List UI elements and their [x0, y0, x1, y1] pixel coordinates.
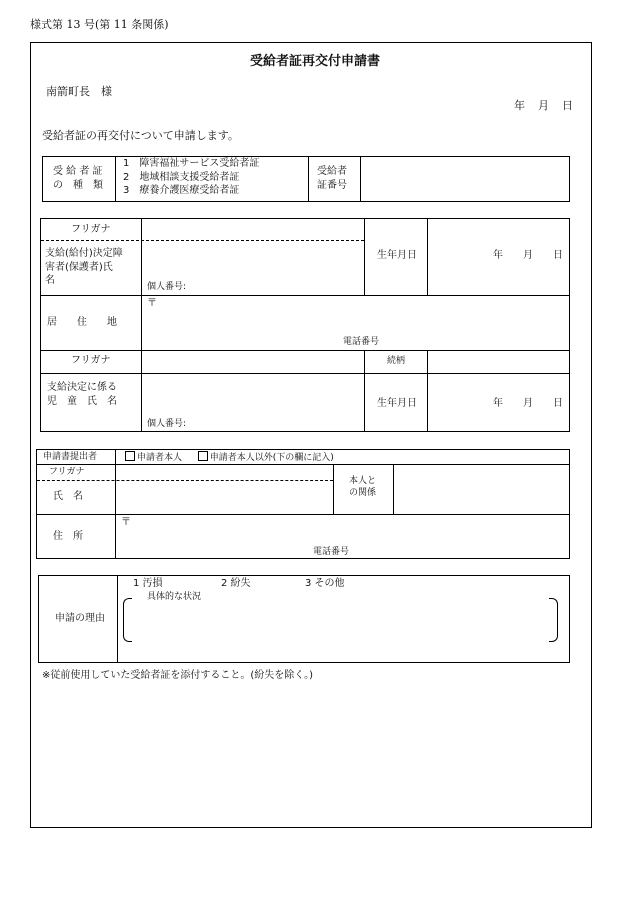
- detail-bracket-right: [549, 598, 558, 642]
- recipient-name-label: 支給(給付)決定障 害者(保護者)氏 名: [45, 248, 123, 286]
- submitter-table: [36, 449, 570, 559]
- furigana-label: フリガナ: [49, 467, 85, 477]
- certificate-type-options[interactable]: [123, 157, 259, 198]
- individual-number-label: 個人番号:: [147, 419, 187, 429]
- reason-table: [38, 575, 570, 663]
- furigana-label: フリガナ: [71, 224, 111, 235]
- certificate-option[interactable]: 1 障害福祉サービス受給者証: [123, 158, 260, 169]
- submitter-name-field[interactable]: [116, 481, 333, 514]
- submitter-label: 申請書提出者: [43, 452, 98, 462]
- child-name-field[interactable]: [142, 375, 364, 415]
- phone-label: 電話番号: [313, 547, 350, 557]
- certificate-option[interactable]: 2 地域相談支援受給者証: [123, 171, 240, 183]
- birthdate-value[interactable]: 年 月 日: [493, 398, 563, 409]
- reason-label: 申請の理由: [55, 613, 105, 624]
- reason-option[interactable]: 3 その他: [305, 578, 345, 589]
- birthdate-label: 生年月日: [377, 250, 417, 261]
- individual-number-label: 個人番号:: [147, 282, 187, 292]
- birthdate-label: 生年月日: [377, 398, 417, 409]
- detail-bracket-left: [123, 598, 132, 642]
- birthdate-value[interactable]: 年 月 日: [493, 250, 563, 261]
- residence-field[interactable]: [142, 309, 569, 337]
- phone-label: 電話番号: [343, 337, 380, 347]
- certificate-type-table: [42, 156, 570, 202]
- application-date[interactable]: 年 月 日: [514, 99, 574, 112]
- relation-field[interactable]: [394, 465, 569, 514]
- option-self[interactable]: 申請者本人: [137, 453, 183, 463]
- child-name-label: 支給決定に係る 児 童 氏 名: [47, 382, 117, 407]
- addressee: 南箭町長 様: [46, 85, 112, 98]
- option-other[interactable]: 申請者本人以外(下の欄に記入): [209, 453, 334, 463]
- checkbox[interactable]: [198, 451, 208, 461]
- detail-label: 具体的な状況: [147, 592, 202, 602]
- submitter-name-label: 氏 名: [53, 491, 83, 502]
- attachment-note: ※従前使用していた受給者証を添付すること。(紛失を除く。): [42, 670, 313, 681]
- detail-field[interactable]: [135, 606, 545, 638]
- recipient-table: [40, 218, 570, 432]
- certificate-option[interactable]: 3 療養介護医療受給者証: [123, 185, 240, 196]
- form-title: 受給者証再交付申請書: [249, 54, 380, 69]
- relation-label: 本人と の関係: [349, 476, 377, 499]
- relation-label: 続柄: [387, 356, 406, 366]
- reason-option[interactable]: 2 紛失: [221, 578, 251, 589]
- submitter-address-field[interactable]: [116, 528, 569, 544]
- certificate-number-label: 受給者 証番号: [317, 166, 347, 191]
- intro-text: 受給者証の再交付について申請します。: [42, 129, 239, 142]
- certificate-type-label: 受 給 者 証 の 種 類: [53, 166, 103, 191]
- submitter-address-label: 住 所: [53, 531, 83, 542]
- postal-mark: 〒: [147, 298, 157, 309]
- recipient-name-field[interactable]: [142, 241, 364, 281]
- certificate-number-field[interactable]: [361, 157, 569, 201]
- residence-label: 居 住 地: [47, 317, 117, 328]
- furigana-label: フリガナ: [71, 355, 111, 366]
- submitter-options[interactable]: [125, 451, 334, 464]
- form-number: 様式第 13 号(第 11 条関係): [30, 18, 169, 31]
- checkbox[interactable]: [125, 451, 135, 461]
- postal-mark: 〒: [121, 517, 131, 528]
- reason-option[interactable]: 1 汚損: [133, 578, 163, 589]
